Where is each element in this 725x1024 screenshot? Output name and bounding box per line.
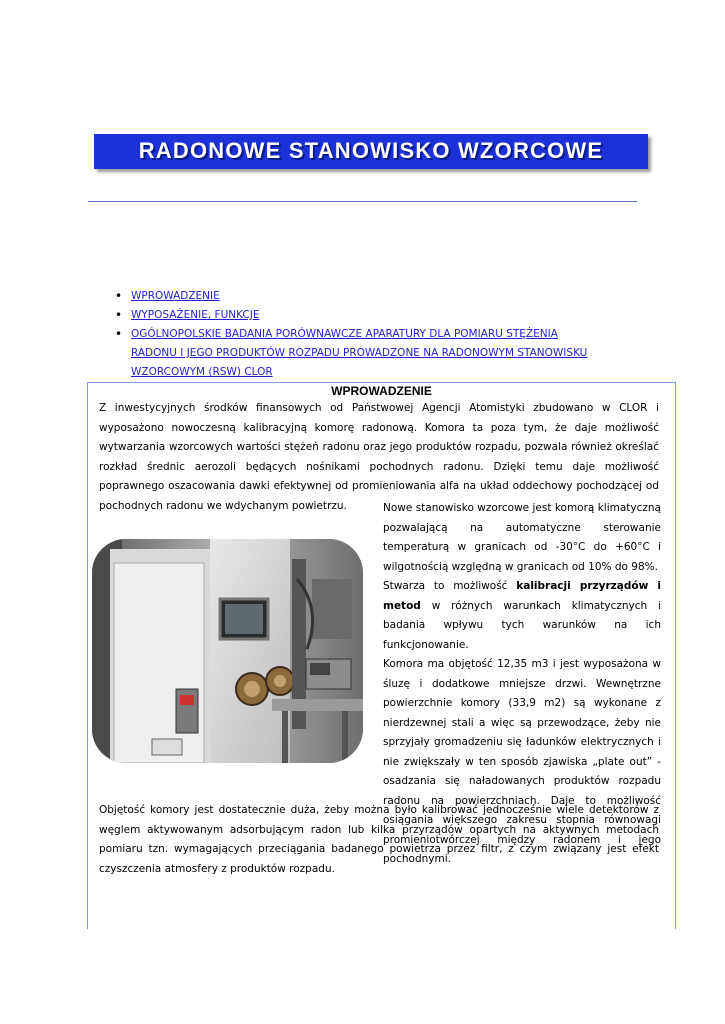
- side-paragraph-calibration: [383, 577, 661, 655]
- toc-item: [115, 287, 601, 306]
- bullet-icon: •: [115, 308, 123, 322]
- bullet-icon: •: [115, 289, 123, 303]
- table-of-contents: [115, 287, 601, 382]
- closing-paragraph: Objętość komory jest dostatecznie duża, żeby można było kalibrować jednocześnie wiele detektorów z węglem aktywowanym adsorbującym radon lub kilka przyrządów opartych na aktywnych metodach pomiaru tzn. wymagających przeciągania badanego powietrza przez filtr, z czym związany jest efekt czyszczenia atmosfery z produktów rozpadu.: [99, 804, 659, 875]
- toc-item: [115, 325, 601, 382]
- chamber-photo-image: [92, 539, 363, 763]
- toc-link-wprowadzenie[interactable]: WPROWADZENIE: [131, 290, 220, 302]
- side-paragraph-text: Stwarza to możliwość: [383, 580, 517, 592]
- title-banner: [94, 134, 648, 169]
- side-paragraph-volume: Komora ma objętość 12,35 m3 i jest wyposażona w śluzę i dodatkowe mniejsze drzwi. Wewnętrzne powierzchnie komory (33,9 m2) są wykonane z nierdzewnej stali a więc są przewodzące, żeby nie sprzyjały gromadzeniu się ładunków elektrycznych i nie zwiększały w ten sposób zjawiska „plate out” - osadzania się naładowanych produktów rozpadu radonu na powierzchniach. Daje to możliwość osiągania większego zakresu stopnia równowagi promieniotwórczej między radonem i jego pochodnymi.: [383, 658, 661, 865]
- section-heading: WPROWADZENIE: [331, 384, 432, 398]
- intro-paragraph: Z inwestycyjnych środków finansowych od Państwowej Agencji Atomistyki zbudowano w CLOR i wyposażono nowoczesną kalibracyjną komorę radonową. Komora ta poza tym, że daje możliwość wytwarzania wzorcowych wartości stężeń radonu oraz jego produktów rozpadu, pozwala również określać rozkład średnic aerozoli będących nośnikami pochodnych radonu. Dzięki temu daje możliwość poprawnego oszacowania dawki efektywnej od promieniowania alfa na układ oddechowy pochodzącej od pochodnych radonu we wdychanym powietrzu.: [99, 402, 659, 512]
- horizontal-divider: [88, 201, 637, 202]
- chamber-photo: [92, 539, 363, 763]
- toc-link-badania[interactable]: OGÓLNOPOLSKIE BADANIA PORÓWNAWCZE APARATURY DLA POMIARU STĘŻENIA RADONU I JEGO PRODUKTÓW ROZPADU PROWADZONE NA RADONOWYM STANOWISKU WZORCOWYM (RSW) CLOR: [131, 328, 588, 378]
- toc-link-wyposazenie[interactable]: WYPOSAŻENIE, FUNKCJE: [131, 309, 260, 321]
- emphasis-text: kalibracji przyrządów i metod: [383, 580, 661, 612]
- toc-item: [115, 306, 601, 325]
- page-title: RADONOWE STANOWISKO WZORCOWE: [138, 138, 604, 163]
- bullet-icon: •: [115, 327, 123, 341]
- side-paragraph-climate: Nowe stanowisko wzorcowe jest komorą klimatyczną pozwalającą na automatyczne sterowanie temperaturą w granicach od -30°C do +60°C i wilgotnością względną w granicach od 10% do 98%.: [383, 502, 661, 573]
- side-paragraph-text: w różnych warunkach klimatycznych i badania wpływu tych warunków na ich funkcjonowanie.: [383, 599, 661, 651]
